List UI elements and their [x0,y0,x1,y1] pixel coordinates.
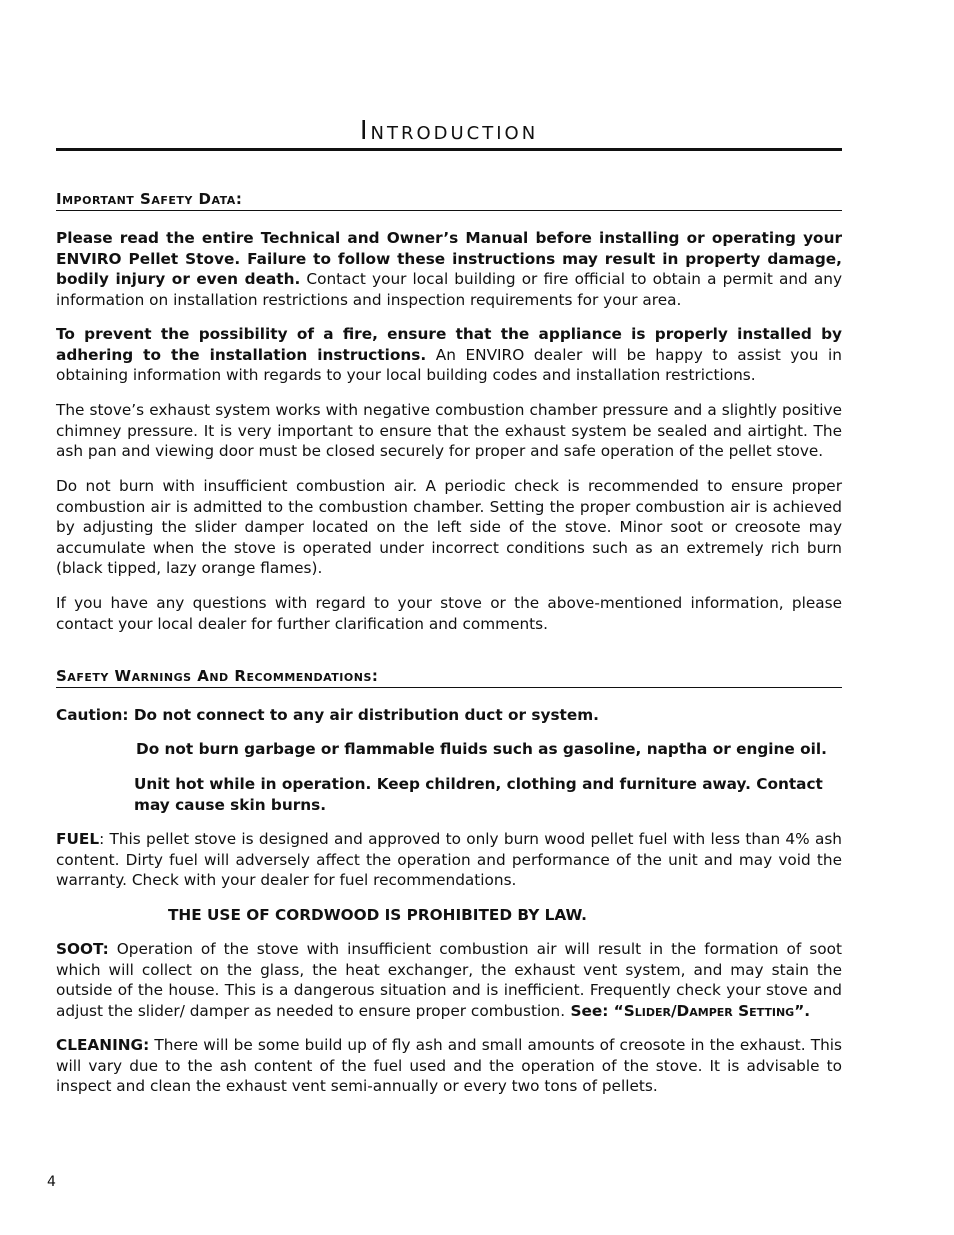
paragraph-soot [56,939,842,1021]
soot-label: SOOT: [56,940,109,958]
cordwood-warning: THE USE OF CORDWOOD IS PROHIBITED BY LAW. [168,906,587,924]
page-title: Introduction [359,116,539,146]
paragraph-fuel [56,829,842,891]
cross-reference-link: Slider/Damper Setting [623,1001,795,1020]
paragraph-combustion-air: Do not burn with insufficient combustion air. A periodic check is recommended to ensure proper combustion air is admitted to the combustion chamber. Setting the proper combustion air is achieved by adjusting the slider damper located on the left side of the stove. Minor soot or creosote may accumulate when the stove is operated under incorrect conditions such as an extremely rich burn (black tipped, lazy orange flames). [56,477,842,577]
fuel-label: FUEL [56,830,100,848]
fuel-text: : This pellet stove is designed and approved to only burn wood pellet fuel with less than 4% ash content. Dirty fuel will adversely affect the operation and performance of the unit and may void the warranty. Check with your dealer for fuel recommendations. [56,830,842,889]
cleaning-label: CLEANING: [56,1036,150,1054]
paragraph-prevent-fire [56,324,842,386]
paragraph-read-manual [56,228,842,310]
page-number: 4 [47,1174,56,1190]
caution-garbage: Do not burn garbage or flammable fluids such as gasoline, naptha or engine oil. [136,740,827,758]
title-rule [56,148,842,151]
section-heading-safety-data: Important Safety Data: [56,190,842,211]
see-suffix: ”. [794,1001,811,1020]
see-prefix: See: “ [565,1001,624,1020]
cleaning-text: There will be some build up of fly ash and small amounts of creosote in the exhaust. This will vary due to the ash content of the fuel used and the operation of the stove. It is advisable to inspect and clean the exhaust vent semi-annually or every two tons of pellets. [56,1036,842,1095]
caution-unit-hot: Unit hot while in operation. Keep children, clothing and furniture away. Contact may cause skin burns. [134,775,823,814]
caution-duct: Caution: Do not connect to any air distribution duct or system. [56,706,599,724]
paragraph-text: An ENVIRO dealer will be happy to assist you in obtaining information with regards to your local building codes and installation restrictions. [56,345,842,384]
paragraph-bold-text: To prevent the possibility of a fire, ensure that the appliance is properly installed by adhering to the installation instructions. [56,325,842,364]
paragraph-cleaning [56,1035,842,1097]
soot-text: Operation of the stove with insufficient combustion air will result in the formation of soot which will collect on the glass, the heat exchanger, the exhaust vent system, and may stain the outside of the house. This is a dangerous situation and is inefficient. Frequently check your stove and adjust the slider/ damper as needed to ensure proper combustion. [56,940,842,1020]
paragraph-exhaust-system: The stove’s exhaust system works with negative combustion chamber pressure and a slightly positive chimney pressure. It is very important to ensure that the exhaust system be sealed and airtight. The ash pan and viewing door must be closed securely for proper and safe operation of the pellet stove. [56,401,842,460]
paragraph-questions: If you have any questions with regard to your stove or the above-mentioned information, please contact your local dealer for further clarification and comments. [56,594,842,633]
paragraph-text: Contact your local building or fire official to obtain a permit and any information on installation restrictions and inspection requirements for your area. [56,270,843,309]
paragraph-bold-text: Please read the entire Technical and Owner’s Manual before installing or operating your ENVIRO Pellet Stove. Failure to follow these instructions may result in property damage, bodily injury or even death. [56,229,842,288]
section-heading-safety-warnings: Safety Warnings And Recommendations: [56,667,842,688]
